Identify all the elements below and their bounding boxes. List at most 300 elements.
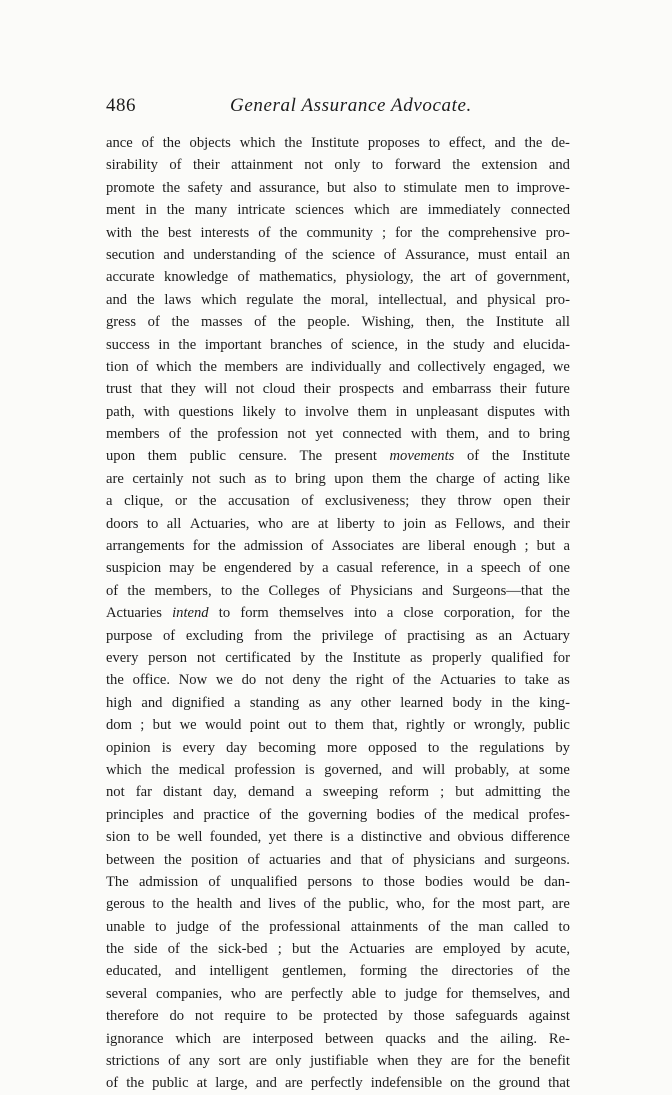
word: regulations xyxy=(479,739,545,756)
word: unpleasant xyxy=(415,403,479,420)
word: as xyxy=(434,515,447,532)
word: the xyxy=(141,224,159,241)
word: ; xyxy=(140,717,145,734)
word: perfectly xyxy=(291,985,344,1002)
text-line xyxy=(106,826,570,848)
word: of xyxy=(475,269,488,286)
word: by xyxy=(299,560,315,577)
word: assurance, xyxy=(258,179,320,196)
word: are xyxy=(450,1053,469,1070)
word: actuaries xyxy=(268,851,321,868)
text-line xyxy=(106,445,570,467)
word: a xyxy=(106,493,113,510)
word: benefit xyxy=(529,1053,570,1070)
word: and xyxy=(141,694,163,711)
word: and xyxy=(437,1030,459,1047)
word: ignorance xyxy=(106,1030,164,1047)
word: every xyxy=(182,739,215,756)
word: day xyxy=(226,739,248,756)
word: gentlemen, xyxy=(282,963,347,980)
text-line xyxy=(106,423,570,445)
word: day, xyxy=(213,784,237,801)
running-title: General Assurance Advocate. xyxy=(230,95,472,116)
word: the xyxy=(151,761,170,778)
word: any xyxy=(188,1053,210,1070)
word: themselves, xyxy=(471,985,541,1002)
word: throw xyxy=(457,493,492,510)
text-line xyxy=(106,893,570,915)
word: present xyxy=(334,448,377,465)
word: them xyxy=(147,448,177,465)
text-line xyxy=(106,938,570,960)
word: persons xyxy=(307,873,353,890)
text-line xyxy=(106,378,570,400)
word: bring xyxy=(294,470,326,487)
word: the xyxy=(552,784,570,801)
text-line xyxy=(106,222,570,244)
word: open xyxy=(503,493,532,510)
text-line xyxy=(106,647,570,669)
word: pro- xyxy=(545,291,570,308)
word: some xyxy=(539,761,570,778)
word: engaged, xyxy=(493,358,546,375)
word: a xyxy=(386,605,394,622)
word: the xyxy=(320,941,339,958)
word: a xyxy=(322,560,329,577)
word: who xyxy=(230,985,256,1002)
word: and xyxy=(106,291,128,308)
word: like xyxy=(548,470,570,487)
word: success xyxy=(106,336,150,353)
word: Physicians xyxy=(350,582,413,599)
word: upon xyxy=(106,448,136,465)
word: directories xyxy=(451,963,514,980)
word: public xyxy=(533,717,570,734)
word: movements xyxy=(389,448,455,465)
word: to xyxy=(558,918,570,935)
word: probably, xyxy=(454,761,510,778)
word: clique, xyxy=(124,493,164,510)
word: path, xyxy=(106,403,135,420)
word: and xyxy=(163,246,185,263)
word: on xyxy=(450,1075,465,1092)
word: bring xyxy=(539,426,570,443)
word: are xyxy=(552,896,570,913)
word: intellectual, xyxy=(378,291,447,308)
text-line xyxy=(106,625,570,647)
word: or xyxy=(174,493,188,510)
word: understanding xyxy=(193,246,276,263)
word: to xyxy=(315,717,327,734)
word: casual xyxy=(336,560,374,577)
word: able xyxy=(351,985,377,1002)
word: the xyxy=(162,179,181,196)
word: Assurance, xyxy=(404,246,470,263)
word: of xyxy=(162,627,176,644)
word: which xyxy=(354,202,390,219)
word: ance xyxy=(106,135,133,151)
word: their xyxy=(543,493,570,510)
word: by xyxy=(510,941,526,958)
text-line xyxy=(106,804,570,826)
text-line xyxy=(106,960,570,982)
word: a xyxy=(305,784,312,801)
word: founded, xyxy=(209,829,262,846)
word: becoming xyxy=(258,739,316,756)
word: and xyxy=(172,806,195,823)
word: in xyxy=(491,694,503,711)
word: as xyxy=(410,649,423,666)
word: privilege xyxy=(321,627,374,644)
word: judge xyxy=(404,985,438,1002)
word: not xyxy=(304,157,323,174)
word: to xyxy=(497,179,509,196)
word: certainly xyxy=(132,470,184,487)
text-line xyxy=(106,983,570,1005)
word: most xyxy=(482,896,511,913)
word: connected xyxy=(510,202,570,219)
word: perfectly xyxy=(310,1075,363,1092)
word: embarrass xyxy=(432,381,492,398)
word: as xyxy=(475,627,488,644)
word: such xyxy=(219,470,246,487)
word: wrongly, xyxy=(473,717,526,734)
word: when xyxy=(376,1053,409,1070)
text-line xyxy=(106,1072,570,1094)
word: not xyxy=(196,649,216,666)
word: to xyxy=(275,470,287,487)
word: the xyxy=(426,336,445,353)
word: would xyxy=(473,873,510,890)
word: of xyxy=(428,918,441,935)
word: are xyxy=(249,1053,267,1070)
word: large, xyxy=(215,1075,248,1092)
word: admission xyxy=(243,538,304,555)
text-line xyxy=(106,356,570,378)
word: distant xyxy=(163,784,203,801)
word: be xyxy=(298,1008,313,1025)
word: moral, xyxy=(330,291,369,308)
word: of xyxy=(301,493,314,510)
text-line xyxy=(106,401,570,423)
word: not xyxy=(106,784,125,801)
word: science, xyxy=(351,336,399,353)
word: gerous xyxy=(106,896,145,913)
word: to xyxy=(427,739,440,756)
word: the xyxy=(198,493,217,510)
word: for xyxy=(445,985,463,1002)
word: their xyxy=(192,157,220,174)
word: the xyxy=(126,1075,145,1092)
word: sweeping xyxy=(323,784,379,801)
word: physicians xyxy=(413,851,475,868)
word: learned xyxy=(400,694,444,711)
word: every xyxy=(106,649,139,666)
word: are xyxy=(402,538,420,555)
word: Institute xyxy=(522,448,570,465)
word: point xyxy=(249,717,280,734)
word: public xyxy=(152,1075,189,1092)
text-line xyxy=(106,266,570,288)
word: to xyxy=(218,605,231,622)
word: side xyxy=(134,941,158,958)
word: then, xyxy=(425,314,455,331)
word: to xyxy=(220,582,233,599)
word: with xyxy=(543,403,570,420)
word: practising xyxy=(407,627,465,644)
word: not xyxy=(194,1008,214,1025)
word: is xyxy=(161,739,172,756)
word: acute, xyxy=(535,941,570,958)
word: liberal xyxy=(427,538,466,555)
word: to xyxy=(384,985,397,1002)
word: only xyxy=(334,157,361,174)
word: between xyxy=(106,851,155,868)
word: which xyxy=(239,135,276,151)
word: the xyxy=(470,1030,489,1047)
word: their xyxy=(499,381,527,398)
word: future xyxy=(534,381,570,398)
word: high xyxy=(106,694,132,711)
word: the xyxy=(524,135,543,151)
text-line xyxy=(106,781,570,803)
word: corporation, xyxy=(443,605,515,622)
text-line xyxy=(106,916,570,938)
word: ; xyxy=(524,538,529,555)
word: masses xyxy=(201,314,243,331)
word: of xyxy=(168,426,181,443)
word: more xyxy=(327,739,358,756)
word: public xyxy=(189,448,227,465)
word: and xyxy=(488,426,510,443)
word: the xyxy=(329,672,348,689)
word: of xyxy=(141,135,154,151)
word: the xyxy=(303,291,321,308)
word: they xyxy=(417,1053,443,1070)
word: admitting xyxy=(485,784,542,801)
word: of xyxy=(424,806,437,823)
word: of xyxy=(208,873,221,890)
word: for xyxy=(477,1053,495,1070)
text-line xyxy=(106,199,570,221)
word: the xyxy=(190,426,209,443)
word: are xyxy=(399,202,418,219)
word: of xyxy=(106,582,119,599)
word: ; xyxy=(277,941,282,958)
word: of xyxy=(330,336,343,353)
word: and xyxy=(230,179,252,196)
word: rightly xyxy=(406,717,445,734)
word: the xyxy=(466,314,485,331)
word: they xyxy=(170,381,196,398)
word: tion xyxy=(106,358,129,375)
word: questions xyxy=(178,403,234,420)
word: the xyxy=(136,291,155,308)
word: of xyxy=(328,582,342,599)
word: educated, xyxy=(106,963,162,980)
word: stimulate xyxy=(403,179,457,196)
word: Actuary xyxy=(522,627,570,644)
word: to xyxy=(155,918,167,935)
text-line xyxy=(106,311,570,333)
word: the xyxy=(413,672,432,689)
word: are xyxy=(285,358,304,375)
word: members, xyxy=(154,582,212,599)
word: for xyxy=(524,605,542,622)
word: Institute xyxy=(495,314,544,331)
text-line xyxy=(106,737,570,759)
word: the xyxy=(293,627,312,644)
word: arrangements xyxy=(106,538,185,555)
word: the xyxy=(420,963,439,980)
text-line xyxy=(106,289,570,311)
word: in xyxy=(395,403,408,420)
word: which xyxy=(155,358,192,375)
word: immediately xyxy=(427,202,501,219)
word: many xyxy=(194,202,228,219)
word: bodies xyxy=(424,873,464,890)
word: the xyxy=(277,314,296,331)
word: of xyxy=(391,851,404,868)
word: Colleges xyxy=(268,582,320,599)
word: and xyxy=(255,1075,277,1092)
word: and xyxy=(239,896,261,913)
text-line xyxy=(106,871,570,893)
word: the xyxy=(450,739,469,756)
word: several xyxy=(106,985,148,1002)
word: certificated xyxy=(225,649,291,666)
word: at xyxy=(317,515,329,532)
text-line xyxy=(106,602,570,624)
word: into xyxy=(353,605,377,622)
word: of xyxy=(254,314,267,331)
word: men xyxy=(464,179,490,196)
word: Fellows, xyxy=(455,515,506,532)
word: and xyxy=(494,135,516,151)
word: practice xyxy=(203,806,250,823)
word: is xyxy=(304,761,315,778)
word: regulate xyxy=(246,291,294,308)
word: speech xyxy=(480,560,521,577)
word: medical xyxy=(472,806,520,823)
text-line xyxy=(106,154,570,176)
word: bodies xyxy=(376,806,415,823)
word: the xyxy=(199,358,217,375)
word: at xyxy=(518,761,530,778)
text-line xyxy=(106,849,570,871)
word: sion xyxy=(106,829,131,846)
word: and xyxy=(548,985,570,1002)
word: of xyxy=(237,269,250,286)
word: extension xyxy=(481,157,538,174)
word: other xyxy=(360,694,391,711)
word: ment xyxy=(106,202,136,219)
word: of xyxy=(247,851,260,868)
word: involve xyxy=(304,403,349,420)
word: of xyxy=(311,538,324,555)
word: to xyxy=(152,896,164,913)
word: Institute xyxy=(311,135,359,151)
word: community xyxy=(306,224,373,241)
word: man xyxy=(478,918,504,935)
word: them xyxy=(371,470,402,487)
word: there xyxy=(293,829,323,846)
word: principles xyxy=(106,806,164,823)
word: people. xyxy=(307,314,350,331)
word: require xyxy=(224,1008,266,1025)
word: charge xyxy=(436,470,475,487)
word: with xyxy=(106,224,132,241)
word: distinctive xyxy=(361,829,422,846)
word: important xyxy=(204,336,262,353)
text-line xyxy=(106,557,570,579)
word: yet xyxy=(315,426,334,443)
word: and xyxy=(391,761,413,778)
word: sick-bed xyxy=(218,941,268,958)
word: a xyxy=(563,538,570,555)
word: of xyxy=(168,1053,181,1070)
word: Actuaries xyxy=(106,605,162,622)
word: but xyxy=(536,538,556,555)
word: they xyxy=(420,493,447,510)
text-line xyxy=(106,490,570,512)
word: only xyxy=(275,1053,302,1070)
text-line xyxy=(106,669,570,691)
word: safeguards xyxy=(455,1008,518,1025)
word: to xyxy=(371,157,384,174)
word: sirability xyxy=(106,157,158,174)
word: of xyxy=(167,941,180,958)
text-line xyxy=(106,132,570,154)
word: effect, xyxy=(449,135,486,151)
word: or xyxy=(453,717,466,734)
word: with xyxy=(410,426,437,443)
page-number: 486 xyxy=(106,95,136,116)
word: an xyxy=(556,246,570,263)
word: the xyxy=(241,918,260,935)
word: the xyxy=(502,1053,521,1070)
word: the xyxy=(409,470,428,487)
word: of xyxy=(258,224,271,241)
word: companies, xyxy=(156,985,223,1002)
word: be xyxy=(520,873,534,890)
word: gress xyxy=(106,314,136,331)
text-line xyxy=(106,692,570,714)
word: not xyxy=(191,470,211,487)
word: also xyxy=(353,179,377,196)
word: doors xyxy=(106,515,139,532)
word: Surgeons—that xyxy=(452,582,543,599)
word: physiology, xyxy=(345,269,414,286)
text-line xyxy=(106,513,570,535)
word: members xyxy=(224,358,278,375)
word: the xyxy=(491,448,510,465)
word: the xyxy=(284,135,303,151)
word: the xyxy=(472,1075,491,1092)
word: and xyxy=(548,157,570,174)
word: secution xyxy=(106,246,155,263)
text-line xyxy=(106,759,570,781)
text-line xyxy=(106,1028,570,1050)
word: exclusiveness; xyxy=(325,493,410,510)
word: profession xyxy=(234,761,296,778)
word: by xyxy=(555,739,570,756)
word: are xyxy=(222,1030,241,1047)
word: of xyxy=(169,157,182,174)
word: the xyxy=(106,941,124,958)
word: purpose xyxy=(106,627,153,644)
word: for xyxy=(432,896,450,913)
